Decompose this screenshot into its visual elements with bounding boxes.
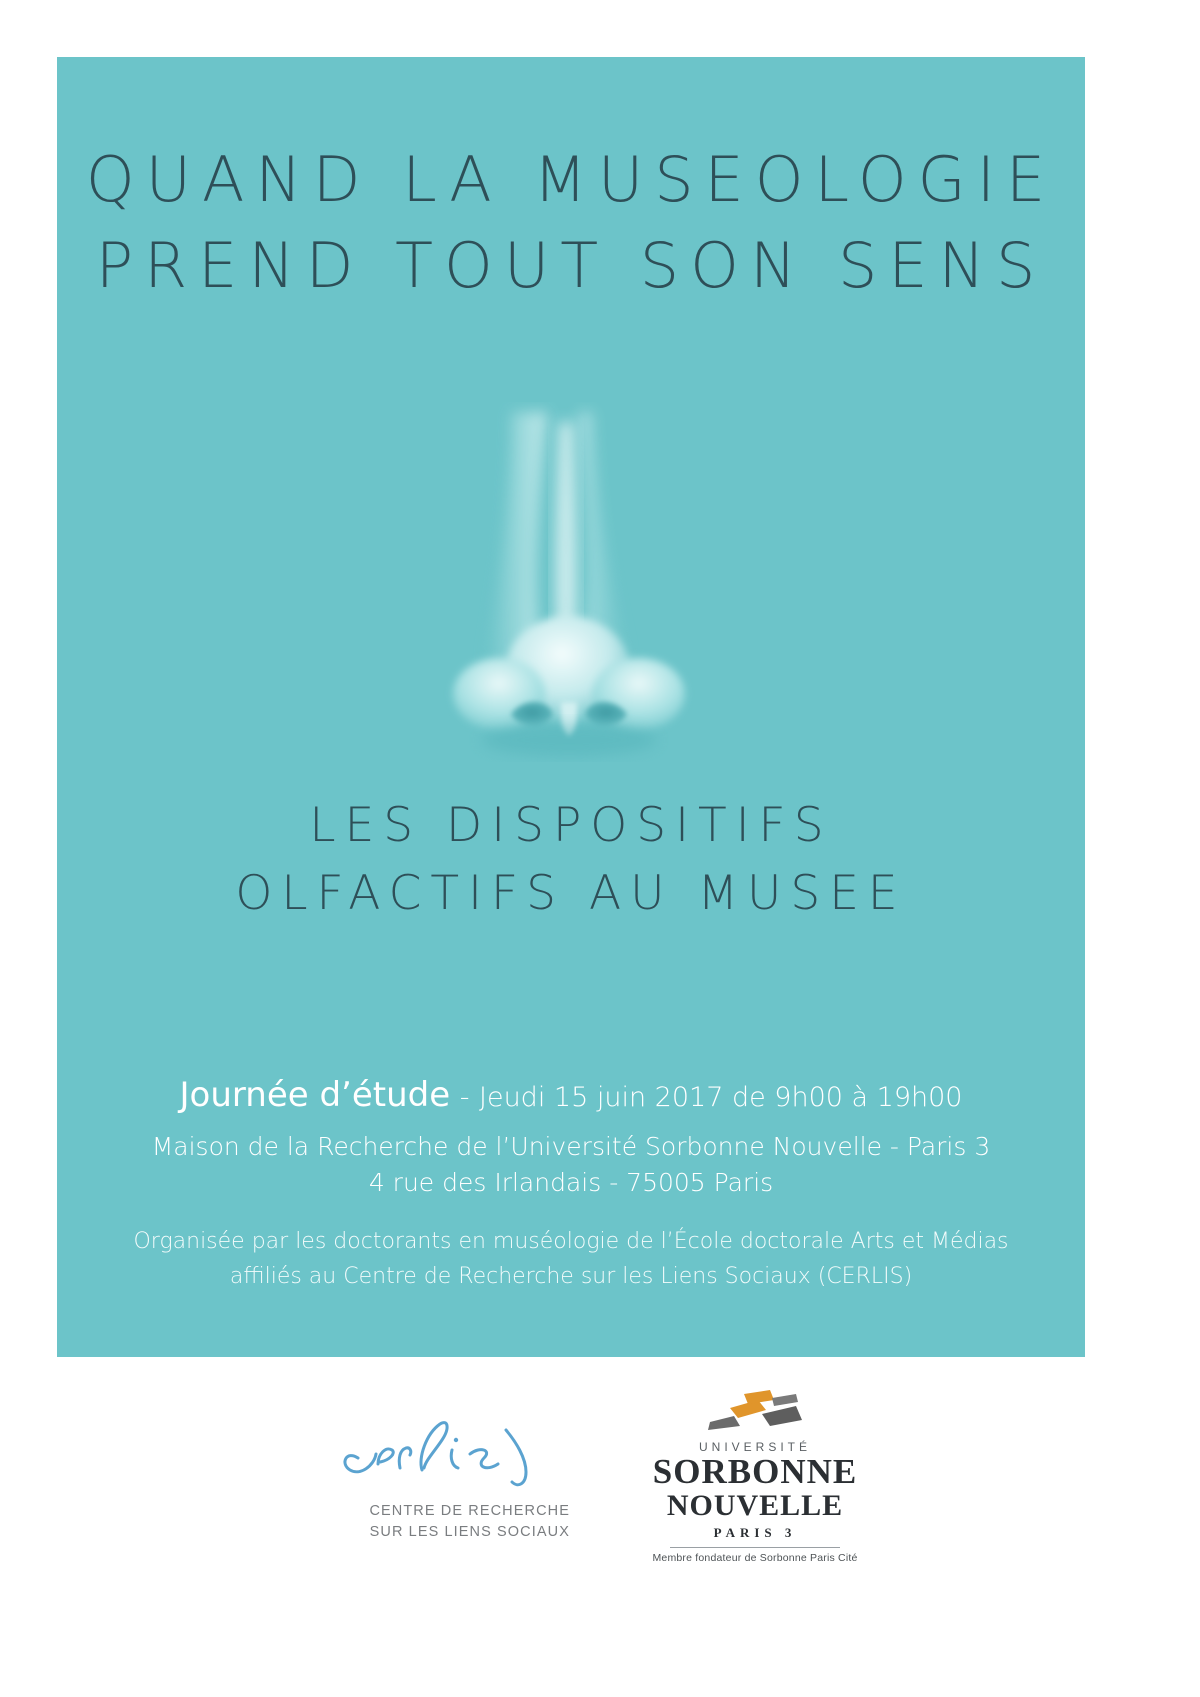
cerlis-caption-line-1: CENTRE DE RECHERCHE [369, 1503, 570, 1519]
sorbonne-universite-label: UNIVERSITÉ [698, 1440, 811, 1454]
poster-title [57, 137, 1085, 308]
nose-illustration [361, 402, 781, 762]
event-headline [57, 1075, 1085, 1115]
cerlis-logo [330, 1380, 570, 1543]
sorbonne-name-line-1: SORBONNE [652, 1452, 858, 1491]
event-info [57, 1075, 1085, 1294]
cerlis-caption-line-2: SUR LES LIENS SOCIAUX [369, 1524, 570, 1541]
event-address: 4 rue des Irlandais - 75005 Paris [368, 1168, 774, 1198]
sorbonne-member-note: Membre fondateur de Sorbonne Paris Cité [652, 1552, 858, 1565]
event-type-label: Journée d’étude [179, 1075, 451, 1115]
divider [670, 1547, 840, 1548]
poster-panel [57, 57, 1085, 1357]
poster-subtitle [57, 792, 1085, 928]
subtitle-line-2: OLFACTIFS AU MUSEE [235, 866, 907, 922]
event-datetime: Jeudi 15 juin 2017 de 9h00 à 19h00 [479, 1082, 963, 1113]
subtitle-line-1: LES DISPOSITIFS [309, 798, 833, 853]
footer-logos [0, 1380, 1200, 1630]
cerlis-wordmark-icon [330, 1412, 565, 1497]
cerlis-caption [330, 1501, 570, 1543]
sorbonne-crest-icon [700, 1388, 810, 1434]
event-venue: Maison de la Recherche de l’Université Sorbonne Nouvelle - Paris 3 [151, 1132, 991, 1161]
title-line-1: QUAND LA MUSEOLOGIE [85, 143, 1057, 216]
event-separator: - [459, 1082, 470, 1113]
organizers-line-2: affiliés au Centre de Recherche sur les Liens Sociaux (CERLIS) [229, 1263, 913, 1289]
sorbonne-name-line-2: NOUVELLE [666, 1488, 844, 1522]
sorbonne-paris-label: PARIS 3 [713, 1525, 797, 1541]
sorbonne-nouvelle-logo [640, 1380, 870, 1564]
title-line-2: PREND TOUT SON SENS [95, 228, 1047, 302]
event-organizers [57, 1224, 1085, 1294]
organizers-line-1: Organisée par les doctorants en muséologie de l’École doctorale Arts et Médias [133, 1228, 1009, 1254]
